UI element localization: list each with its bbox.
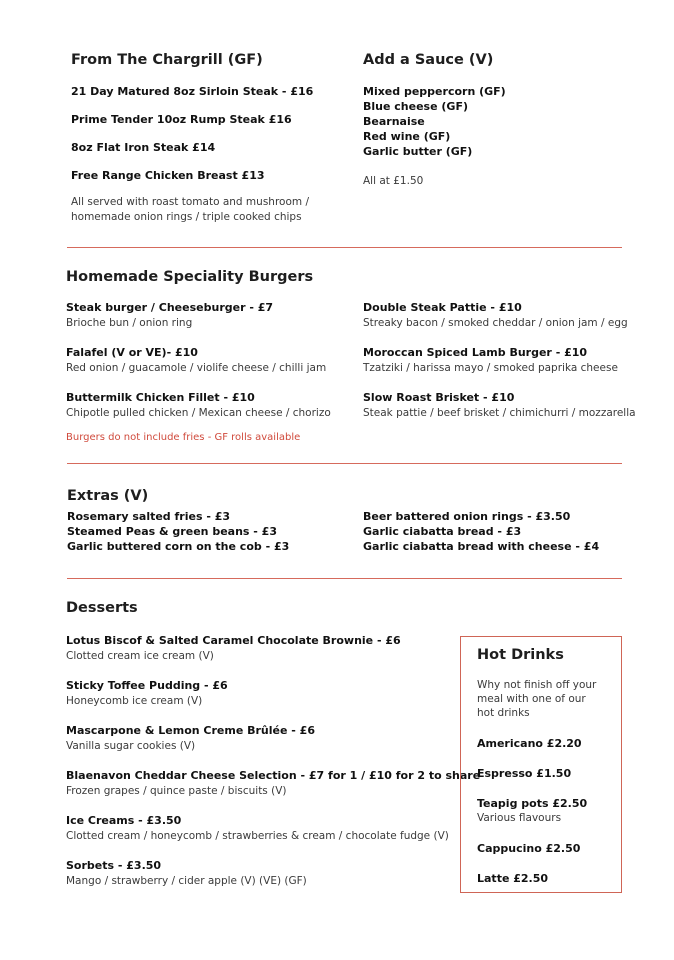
sauce-title: Add a Sauce (V) (363, 52, 494, 68)
section-divider (67, 247, 622, 248)
section-divider (67, 578, 622, 579)
hot-drink-item: Teapig pots £2.50 (477, 797, 588, 810)
hot-drinks-intro: Why not finish off your (477, 679, 597, 691)
dessert-desc: Frozen grapes / quince paste / biscuits (V) (66, 785, 287, 797)
desserts-title: Desserts (66, 600, 138, 616)
sauce-item: Mixed peppercorn (GF) (363, 85, 506, 98)
chargrill-served-line: homemade onion rings / triple cooked chips (71, 211, 302, 223)
burger-name: Moroccan Spiced Lamb Burger - £10 (363, 346, 588, 359)
chargrill-item: 21 Day Matured 8oz Sirloin Steak - £16 (71, 85, 314, 98)
sauce-item: Blue cheese (GF) (363, 100, 468, 113)
extras-item: Beer battered onion rings - £3.50 (363, 510, 571, 523)
burger-name: Slow Roast Brisket - £10 (363, 391, 515, 404)
dessert-name: Blaenavon Cheddar Cheese Selection - £7 for 1 / £10 for 2 to share (66, 769, 481, 782)
chargrill-item: Free Range Chicken Breast £13 (71, 169, 265, 182)
burger-name: Buttermilk Chicken Fillet - £10 (66, 391, 255, 404)
sauce-item: Garlic butter (GF) (363, 145, 473, 158)
extras-item: Steamed Peas & green beans - £3 (67, 525, 277, 538)
dessert-desc: Mango / strawberry / cider apple (V) (VE) (GF) (66, 875, 307, 887)
dessert-name: Sticky Toffee Pudding - £6 (66, 679, 228, 692)
burgers-title: Homemade Speciality Burgers (66, 269, 314, 285)
dessert-desc: Clotted cream / honeycomb / strawberries & cream / chocolate fudge (V) (66, 830, 449, 842)
burger-desc: Red onion / guacamole / violife cheese / chilli jam (66, 362, 327, 374)
dessert-name: Ice Creams - £3.50 (66, 814, 182, 827)
extras-item: Garlic ciabatta bread - £3 (363, 525, 522, 538)
dessert-name: Lotus Biscof & Salted Caramel Chocolate Brownie - £6 (66, 634, 401, 647)
dessert-desc: Honeycomb ice cream (V) (66, 695, 203, 707)
burger-desc: Brioche bun / onion ring (66, 317, 193, 329)
chargrill-served-line: All served with roast tomato and mushroom / (71, 196, 309, 208)
hot-drink-item: Cappucino £2.50 (477, 842, 581, 855)
section-divider (67, 463, 622, 464)
burger-desc: Tzatziki / harissa mayo / smoked paprika cheese (363, 362, 618, 374)
sauce-item: Bearnaise (363, 115, 425, 128)
dessert-name: Sorbets - £3.50 (66, 859, 162, 872)
hot-drink-item: Espresso £1.50 (477, 767, 572, 780)
extras-item: Garlic buttered corn on the cob - £3 (67, 540, 290, 553)
dessert-desc: Clotted cream ice cream (V) (66, 650, 214, 662)
burger-desc: Steak pattie / beef brisket / chimichurri / mozzarella (363, 407, 636, 419)
hot-drinks-intro: hot drinks (477, 707, 530, 719)
hot-drink-item: Americano £2.20 (477, 737, 582, 750)
extras-title: Extras (V) (67, 488, 149, 504)
sauce-price-note: All at £1.50 (363, 175, 424, 187)
dessert-desc: Vanilla sugar cookies (V) (66, 740, 196, 752)
burgers-note: Burgers do not include fries - GF rolls available (66, 432, 301, 443)
burger-name: Falafel (V or VE)- £10 (66, 346, 198, 359)
burger-name: Double Steak Pattie - £10 (363, 301, 522, 314)
burger-desc: Chipotle pulled chicken / Mexican cheese / chorizo (66, 407, 331, 419)
hot-drink-item: Latte £2.50 (477, 872, 549, 885)
dessert-name: Mascarpone & Lemon Creme Brûlée - £6 (66, 724, 315, 737)
hot-drinks-intro: meal with one of our (477, 693, 586, 705)
sauce-item: Red wine (GF) (363, 130, 451, 143)
extras-item: Rosemary salted fries - £3 (67, 510, 231, 523)
burger-desc: Streaky bacon / smoked cheddar / onion jam / egg (363, 317, 628, 329)
chargrill-item: 8oz Flat Iron Steak £14 (71, 141, 216, 154)
extras-item: Garlic ciabatta bread with cheese - £4 (363, 540, 600, 553)
hot-drink-desc: Various flavours (477, 812, 562, 824)
hot-drinks-title: Hot Drinks (477, 647, 564, 663)
chargrill-title: From The Chargrill (GF) (71, 52, 263, 68)
chargrill-item: Prime Tender 10oz Rump Steak £16 (71, 113, 292, 126)
burger-name: Steak burger / Cheeseburger - £7 (66, 301, 274, 314)
